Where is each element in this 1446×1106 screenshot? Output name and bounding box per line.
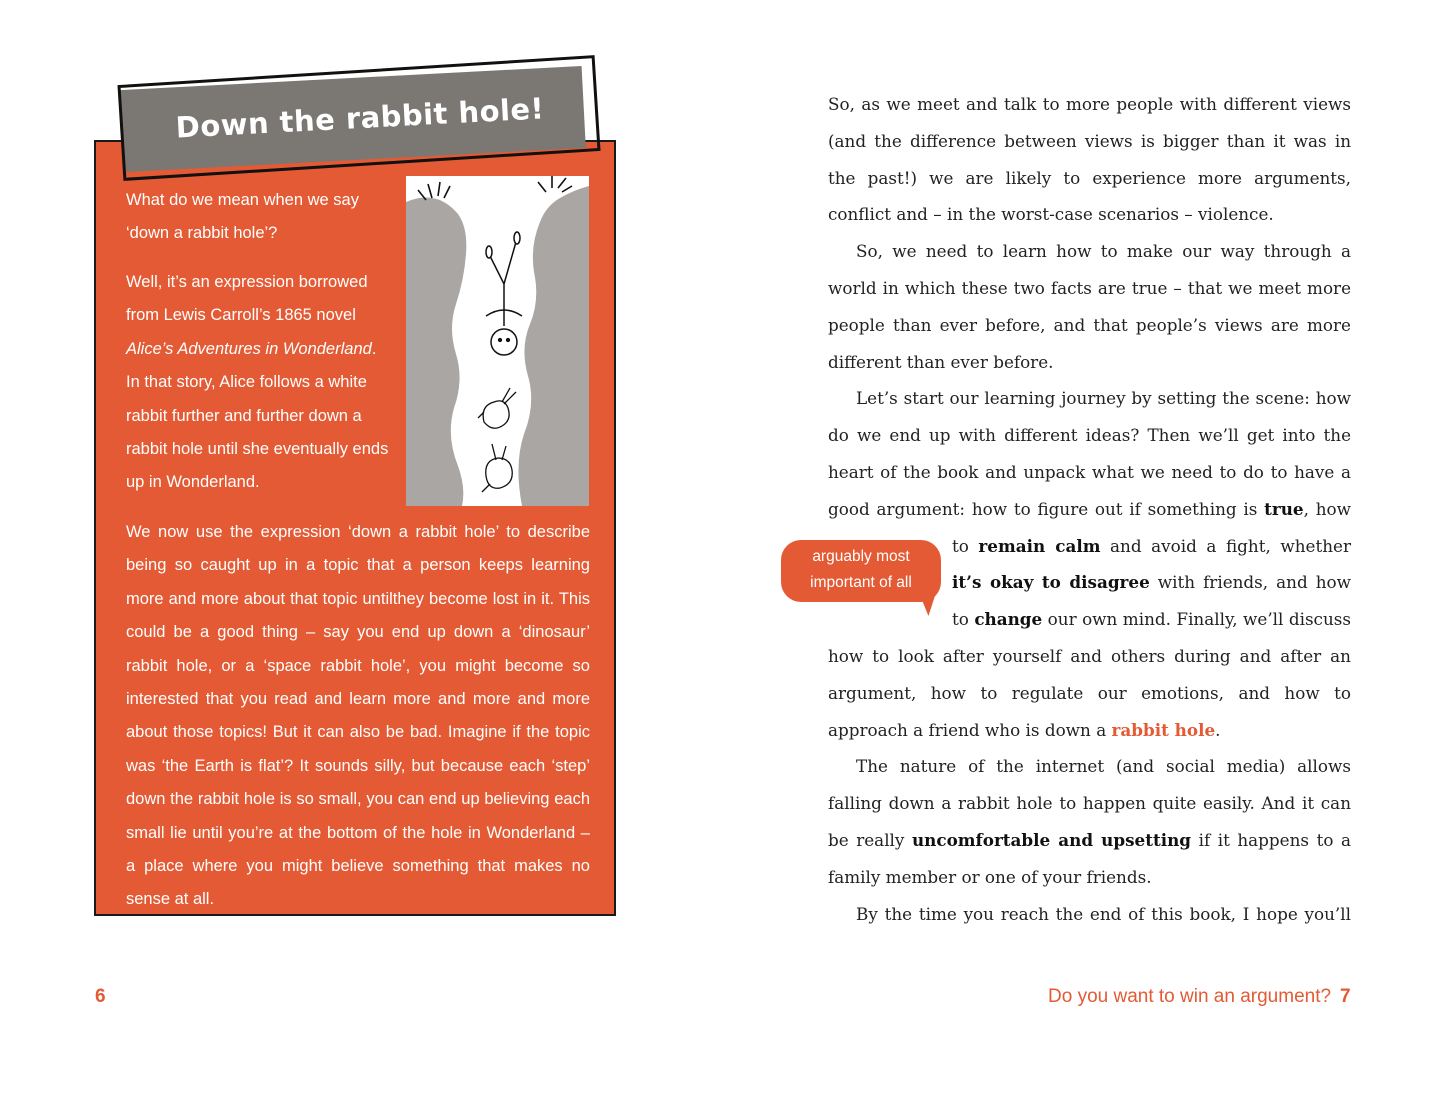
carroll-text-2: . In that story, Alice follows a white rabbit further and further down a rabbit hole until she eventually ends up in Wonderland. (126, 339, 389, 492)
p4-text: The nature of the internet (and social media) allows falling down a rabbit hole to happen quite easily. And it can be really (828, 756, 1351, 850)
p3-text: with friends, and how to (952, 572, 1351, 630)
novel-title: Alice’s Adventures in Wonderland (126, 339, 372, 358)
keyword-okay-to-disagree: it’s okay to disagree (952, 572, 1150, 593)
sidebar-title: Down the rabbit hole! (174, 91, 546, 145)
rabbit-hole-explanation (126, 516, 590, 917)
p3-text: Let’s start our learning journey by setting the scene: how do we end up with different ideas? Then we’ll get into the heart of the book and unpack what we need to do to have a good argument: how to figure out if something is (828, 388, 1351, 519)
keyword-rabbit-hole: rabbit hole (1111, 719, 1216, 740)
keyword-change: change (974, 609, 1043, 630)
explanation-text: We now use the expression ‘down a rabbit hole’ to describe being so caught up in a topic that a person keeps learning more and more about that topic untilthey become lost in it. This could be a good thing – say you end up down a ‘dinosaur’ rabbit hole, or a ‘space rabbit hole’, you might become so interested that you read and learn more and more and more about those topics! But it can also be bad. Imagine if the topic was ‘the Earth is flat’? It sounds silly, but because each ‘step’ down the rabbit hole is so small, you can end up believing each small lie until you’re at the bottom of the hole in Wonderland – a place where you might believe something that makes no sense at all. (126, 523, 590, 909)
running-footer: Do you want to win an argument? (1048, 986, 1332, 1007)
keyword-uncomfortable: uncomfortable and upsetting (911, 829, 1192, 850)
p4-text: if it happens to a family member or one of your friends. (828, 829, 1351, 887)
carroll-text-1: Well, it’s an expression borrowed from Lewis Carroll’s 1865 novel (126, 273, 368, 325)
p3-text: our own mind. Finally, we’ll discuss how to look after yourself and others during and after an argument, how to regulate our emotions, and how to approach a friend who is down a (828, 609, 1351, 740)
page-number-left: 6 (95, 986, 106, 1007)
paragraph-5: By the time you reach the end of this book, I hope you’ll (856, 903, 1351, 924)
paragraph-4 (828, 748, 1351, 895)
keyword-remain-calm: remain calm (978, 535, 1101, 556)
intro-question-text: What do we mean when we say ‘down a rabbit hole’? (126, 191, 359, 242)
intro-question (126, 184, 386, 250)
keyword-true: true (1264, 498, 1304, 519)
speech-bubble-line-1: arguably most (812, 548, 910, 565)
page-number-right: 7 (1340, 986, 1351, 1007)
speech-bubble-line-2: important of all (810, 574, 912, 591)
speech-bubble (781, 540, 941, 602)
rabbit-hole-illustration (406, 176, 589, 506)
body-text (828, 86, 1351, 932)
carroll-paragraph (126, 266, 394, 500)
p3-text: , how to (952, 498, 1351, 556)
paragraph-1: So, as we meet and talk to more people with different views (and the difference between views is bigger than it was in the past!) we are likely to experience more arguments, conflict and – in the worst-case scenarios – violence. (828, 94, 1351, 225)
paragraph-2: So, we need to learn how to make our way through a world in which these two facts are true – that we meet more people than ever before, and that people’s views are more different than ever before. (828, 241, 1351, 372)
p3-text: and avoid a fight, whether (1100, 535, 1351, 556)
p3-text: . (1215, 719, 1221, 740)
